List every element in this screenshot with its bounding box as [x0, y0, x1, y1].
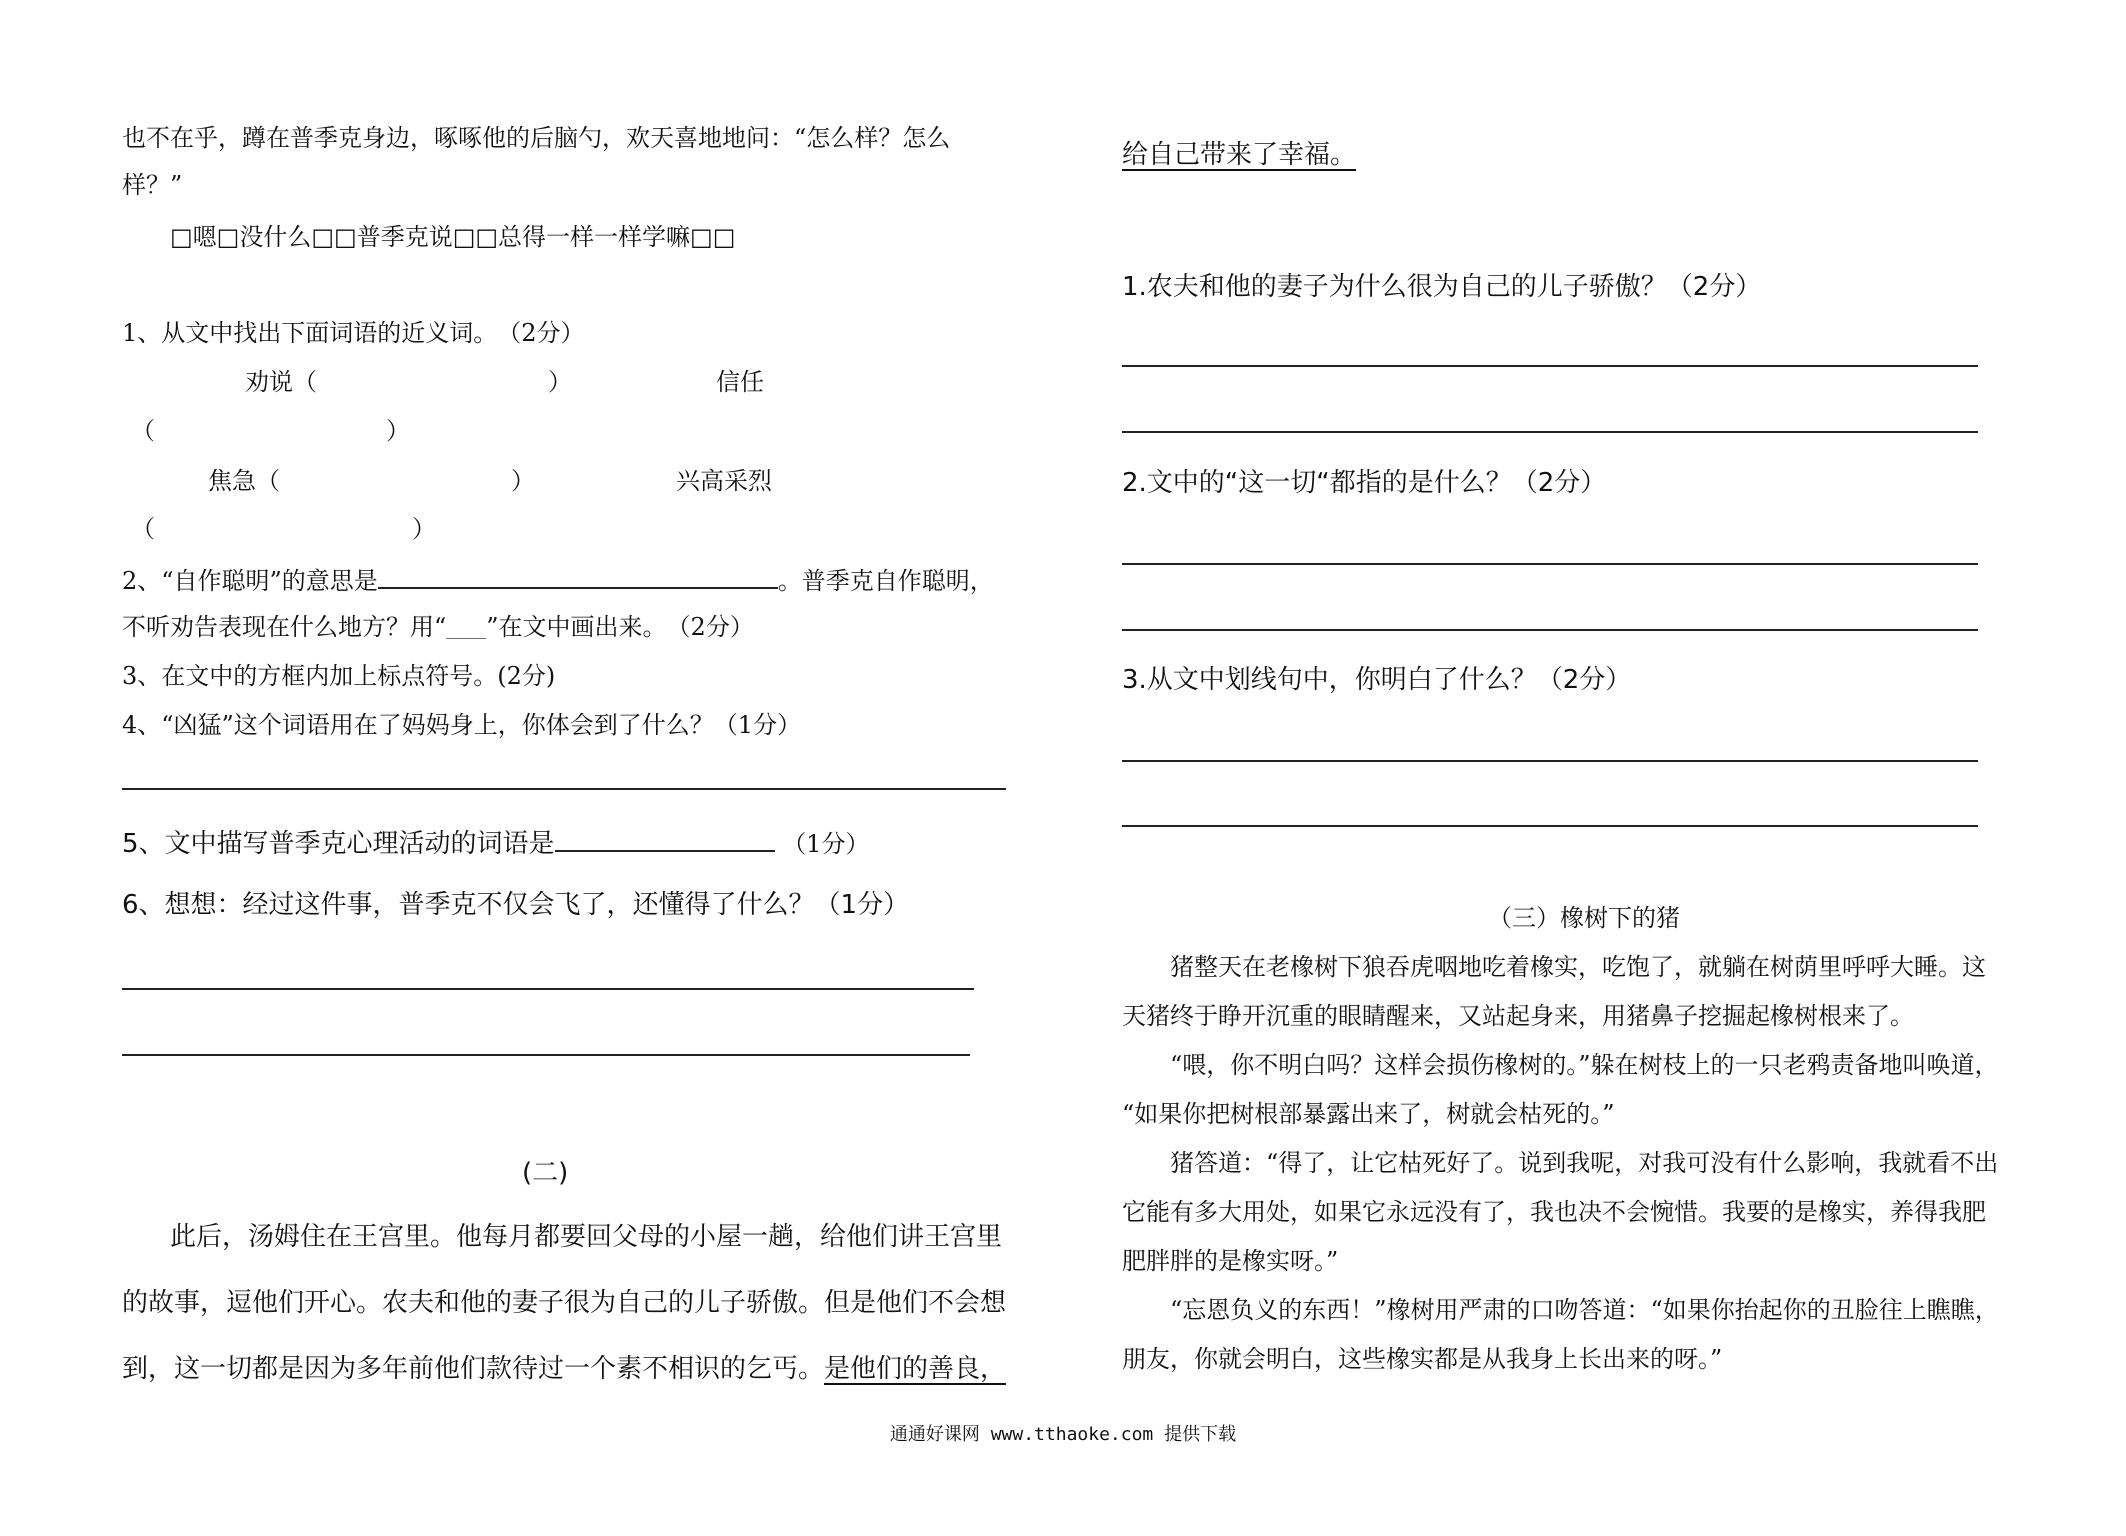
question-2-cont [122, 612, 754, 645]
passage-3-line-1: 猪整天在老橡树下狼吞虎咽地吃着橡实，吃饱了，就躺在树荫里呼呼大睡。这 [1170, 953, 1986, 981]
q4-answer-line[interactable] [122, 788, 1006, 790]
passage-3-line-9: 朋友，你就会明白，这些橡实都是从我身上长出来的呀。” [1122, 1345, 1723, 1373]
q2-answer-blank[interactable] [378, 563, 778, 589]
q2-part-a: 2、“自作聪明”的意思是 [122, 567, 378, 595]
q5-part-a: 5、文中描写普季克心理活动的词语是 [122, 829, 555, 859]
q1-word-4-open: （ [131, 515, 155, 543]
rq3-answer-line-2[interactable] [1122, 825, 1978, 827]
passage-2-line-1: 此后，汤姆住在王宫里。他每月都要回父母的小屋一趟，给他们讲王宫里 [170, 1222, 1003, 1252]
underlined-sentence-end: 给自己带来了幸福。 [1122, 140, 1357, 170]
question-5 [122, 826, 869, 859]
q1-word-4-close: ） [412, 515, 436, 543]
passage-3-line-4: “如果你把树根部暴露出来了，树就会枯死的。” [1122, 1100, 1615, 1128]
q1-word-3: 焦急（ [208, 467, 280, 495]
q2-part-d: ”在文中画出来。 （2分） [486, 613, 754, 641]
passage-3-line-3: “喂，你不明白吗？这样会损伤橡树的。”躲在树枝上的一只老鸦责备地叫唤道， [1170, 1051, 1999, 1079]
passage-3-line-5: 猪答道：“得了，让它枯死好了。说到我呢，对我可没有什么影响，我就看不出 [1170, 1149, 1999, 1177]
section-3-title: （三）橡树下的猪 [1488, 904, 1680, 932]
question-2 [122, 563, 994, 596]
question-6: 6、想想：经过这件事，普季克不仅会飞了，还懂得了什么？（1分） [122, 890, 910, 920]
passage-2-line-3a: 到，这一切都是因为多年前他们款待过一个素不相识的乞丐。 [122, 1354, 825, 1384]
q1-word-3-close: ） [511, 467, 535, 495]
q2-part-c: 不听劝告表现在什么地方？用“ [122, 613, 447, 641]
right-question-2: 2.文中的“这一切“都指的是什么？（2分） [1122, 468, 1607, 498]
q2-part-b: 。普季克自作聪明， [777, 567, 994, 595]
punctuation-line: □嗯□没什么□□普季克说□□总得一样一样学嘛□□ [170, 223, 736, 251]
q5-part-b: （1分） [782, 830, 870, 858]
q1-word-2-close: ） [386, 417, 410, 445]
right-question-1: 1.农夫和他的妻子为什么很为自己的儿子骄傲？（2分） [1122, 272, 1762, 302]
passage-2-line-3 [122, 1354, 1006, 1384]
q1-word-1: 劝说（ [245, 368, 317, 396]
passage-3-line-2: 天猪终于睁开沉重的眼睛醒来，又站起身来，用猪鼻子挖掘起橡树根来了。 [1122, 1002, 1914, 1030]
question-3: 3、在文中的方框内加上标点符号。(2分) [122, 662, 556, 690]
q1-word-2: 信任 [716, 368, 764, 396]
section-2-title: (二) [522, 1158, 569, 1188]
story-end-line-2: 样？” [122, 171, 183, 199]
q6-answer-line-2[interactable] [122, 1054, 970, 1056]
passage-3-line-6: 它能有多大用处，如果它永远没有了，我也决不会惋惜。我要的是橡实，养得我肥 [1122, 1198, 1986, 1226]
underlined-sentence-start: 是他们的善良， [824, 1354, 1007, 1384]
passage-3-line-8: “忘恩负义的东西！”橡树用严肃的口吻答道：“如果你抬起你的丑脸往上瞧瞧， [1170, 1296, 1999, 1324]
rq1-answer-line-1[interactable] [1122, 365, 1978, 367]
story-end-line-1: 也不在乎，蹲在普季克身边，啄啄他的后脑勺，欢天喜地地问：“怎么样？怎么 [122, 124, 951, 152]
rq3-answer-line-1[interactable] [1122, 760, 1978, 762]
q1-word-2-open: （ [131, 417, 155, 445]
q1-word-4: 兴高采烈 [676, 467, 772, 495]
q6-answer-line-1[interactable] [122, 988, 974, 990]
page-footer: 通通好课网 www.tthaoke.com 提供下载 [889, 1424, 1237, 1445]
rq1-answer-line-2[interactable] [1122, 431, 1978, 433]
passage-2-line-2: 的故事，逗他们开心。农夫和他的妻子很为自己的儿子骄傲。但是他们不会想 [122, 1288, 1007, 1318]
passage-3-line-7: 肥胖胖的是橡实呀。” [1122, 1247, 1339, 1275]
rq2-answer-line-2[interactable] [1122, 629, 1978, 631]
question-4: 4、“凶猛”这个词语用在了妈妈身上，你体会到了什么？（1分） [122, 711, 802, 739]
rq2-answer-line-1[interactable] [1122, 563, 1978, 565]
q1-word-1-close: ） [548, 368, 572, 396]
q5-answer-blank[interactable] [555, 826, 775, 852]
right-question-3: 3.从文中划线句中，你明白了什么？（2分） [1122, 665, 1632, 695]
question-1: 1、从文中找出下面词语的近义词。 （2分） [122, 319, 585, 347]
q2-wavy-mark: _____ [446, 620, 487, 639]
